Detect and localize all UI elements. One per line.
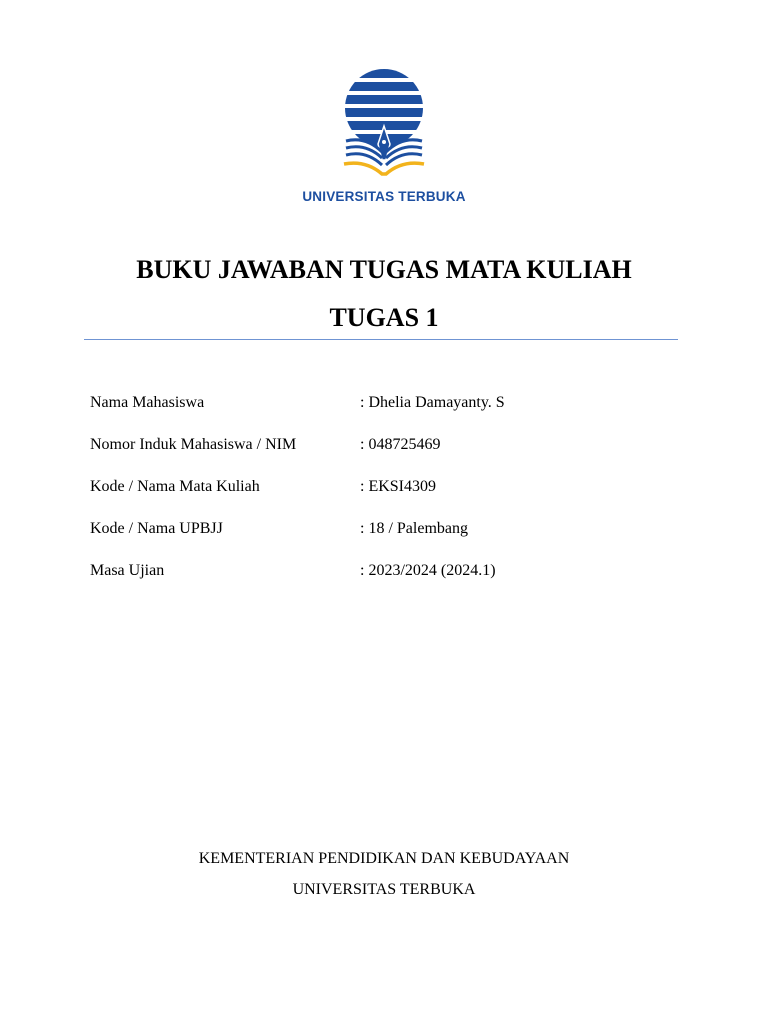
logo-wordmark: UNIVERSITAS TERBUKA bbox=[302, 189, 466, 204]
info-row-student-name bbox=[90, 393, 690, 435]
info-row-upbjj bbox=[90, 519, 690, 561]
info-value: : 2023/2024 (2024.1) bbox=[360, 562, 496, 579]
info-row-course bbox=[90, 477, 690, 519]
info-label: Kode / Nama UPBJJ bbox=[90, 520, 223, 537]
document-subtitle: TUGAS 1 bbox=[329, 303, 439, 332]
info-row-exam-period bbox=[90, 561, 690, 603]
info-label: Masa Ujian bbox=[90, 562, 165, 579]
info-value: : 18 / Palembang bbox=[360, 520, 468, 537]
document-title: BUKU JAWABAN TUGAS MATA KULIAH bbox=[136, 255, 632, 284]
info-label: Nama Mahasiswa bbox=[90, 394, 205, 411]
info-value: : Dhelia Damayanty. S bbox=[360, 394, 505, 411]
info-label: Nomor Induk Mahasiswa / NIM bbox=[90, 436, 297, 453]
university-logo bbox=[296, 68, 472, 210]
university-name: UNIVERSITAS TERBUKA bbox=[292, 881, 476, 898]
ministry-name: KEMENTERIAN PENDIDIKAN DAN KEBUDAYAAN bbox=[198, 850, 570, 867]
info-value: : 048725469 bbox=[360, 436, 441, 453]
info-row-student-id bbox=[90, 435, 690, 477]
title-divider bbox=[84, 339, 678, 340]
university-emblem-icon bbox=[296, 68, 472, 186]
info-value: : EKSI4309 bbox=[360, 478, 436, 495]
info-label: Kode / Nama Mata Kuliah bbox=[90, 478, 260, 495]
student-info-table bbox=[90, 393, 690, 603]
